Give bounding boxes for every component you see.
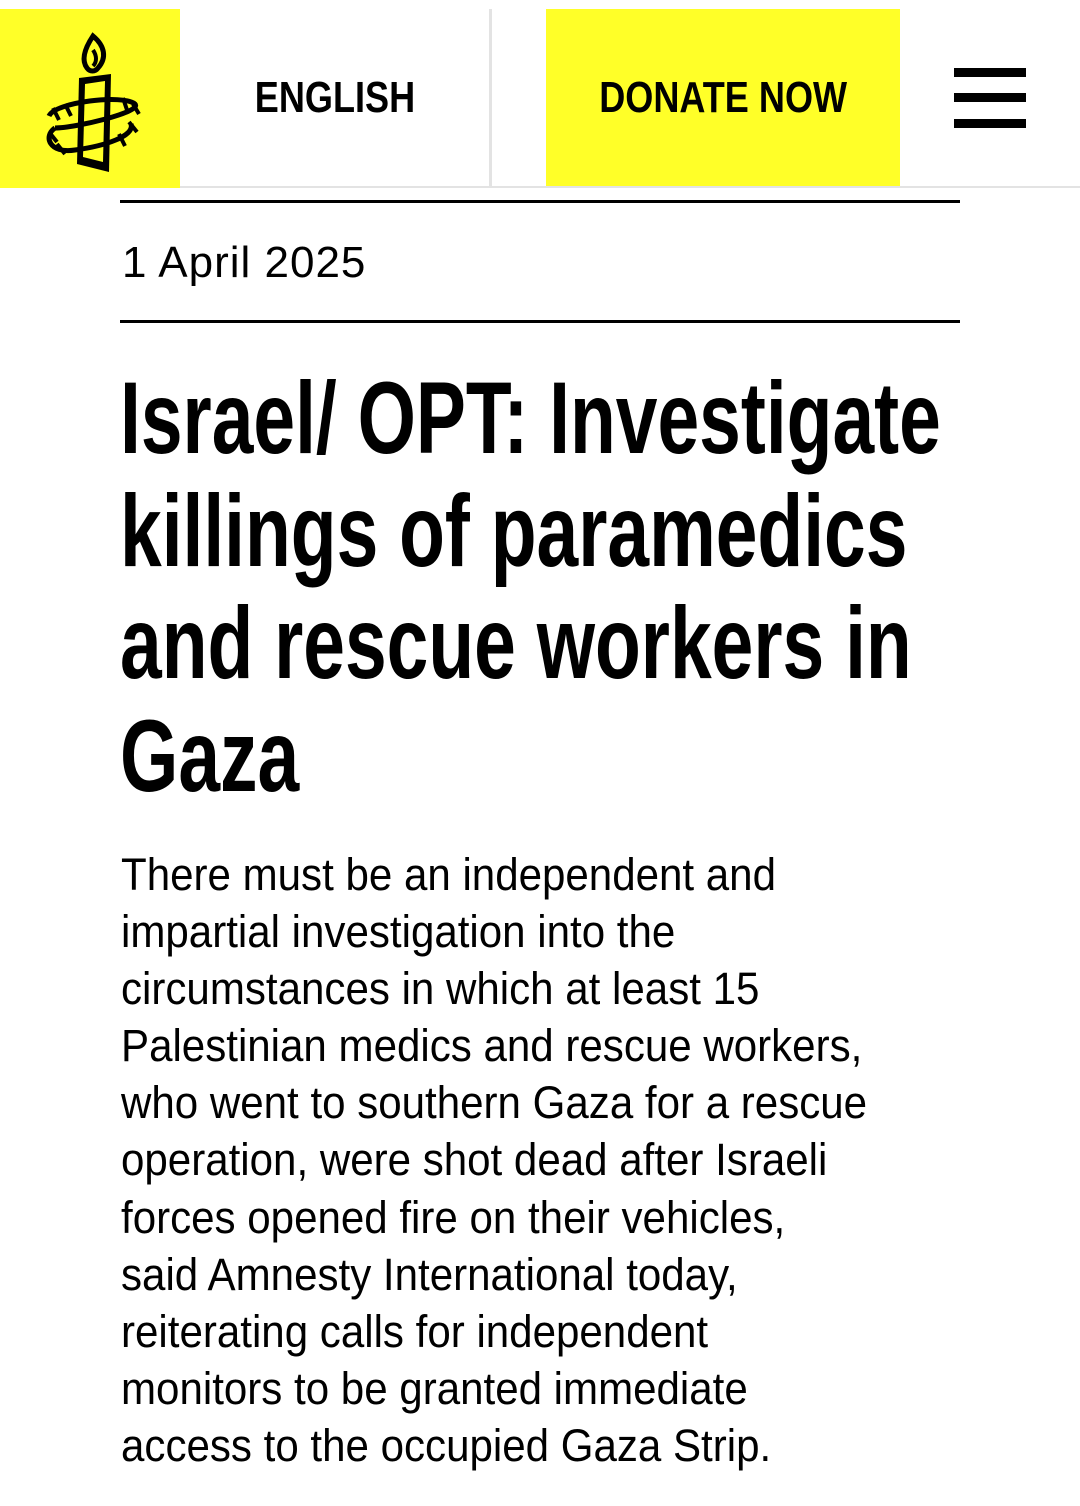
amnesty-logo-link[interactable] — [0, 9, 180, 188]
lead-line: said Amnesty International today, — [121, 1248, 738, 1300]
site-header — [0, 0, 1080, 188]
donate-now-button[interactable] — [546, 9, 900, 186]
lead-line: monitors to be granted immediate — [121, 1362, 748, 1414]
lead-line: Palestinian medics and rescue workers, — [121, 1020, 863, 1072]
title-line: Gaza — [120, 698, 300, 813]
lead-line: impartial investigation into the — [121, 906, 676, 958]
lead-line: reiterating calls for independent — [121, 1305, 709, 1357]
language-selector[interactable]: ENGLISH — [254, 72, 416, 122]
article-title — [120, 361, 941, 813]
date-bottom-rule — [120, 320, 960, 323]
article-lead-paragraph — [121, 846, 867, 1474]
article-date: 1 April 2025 — [122, 238, 367, 287]
candle-logo-icon — [35, 24, 145, 174]
hamburger-menu-icon[interactable] — [954, 68, 1026, 128]
lead-line: There must be an independent and — [121, 849, 776, 900]
lead-line: operation, were shot dead after Israeli — [121, 1134, 828, 1186]
title-line: Israel/ OPT: Investigate — [120, 361, 941, 475]
lead-line: access to the occupied Gaza Strip. — [121, 1419, 772, 1471]
title-line: and rescue workers in — [120, 586, 912, 700]
lead-line: circumstances in which at least 15 — [121, 963, 760, 1015]
lead-line: forces opened fire on their vehicles, — [121, 1191, 786, 1243]
header-divider — [489, 9, 492, 186]
title-line: killings of paramedics — [120, 473, 908, 588]
donate-now-label: DONATE NOW — [599, 72, 847, 122]
lead-line: who went to southern Gaza for a rescue — [121, 1077, 868, 1129]
date-top-rule — [120, 200, 960, 203]
